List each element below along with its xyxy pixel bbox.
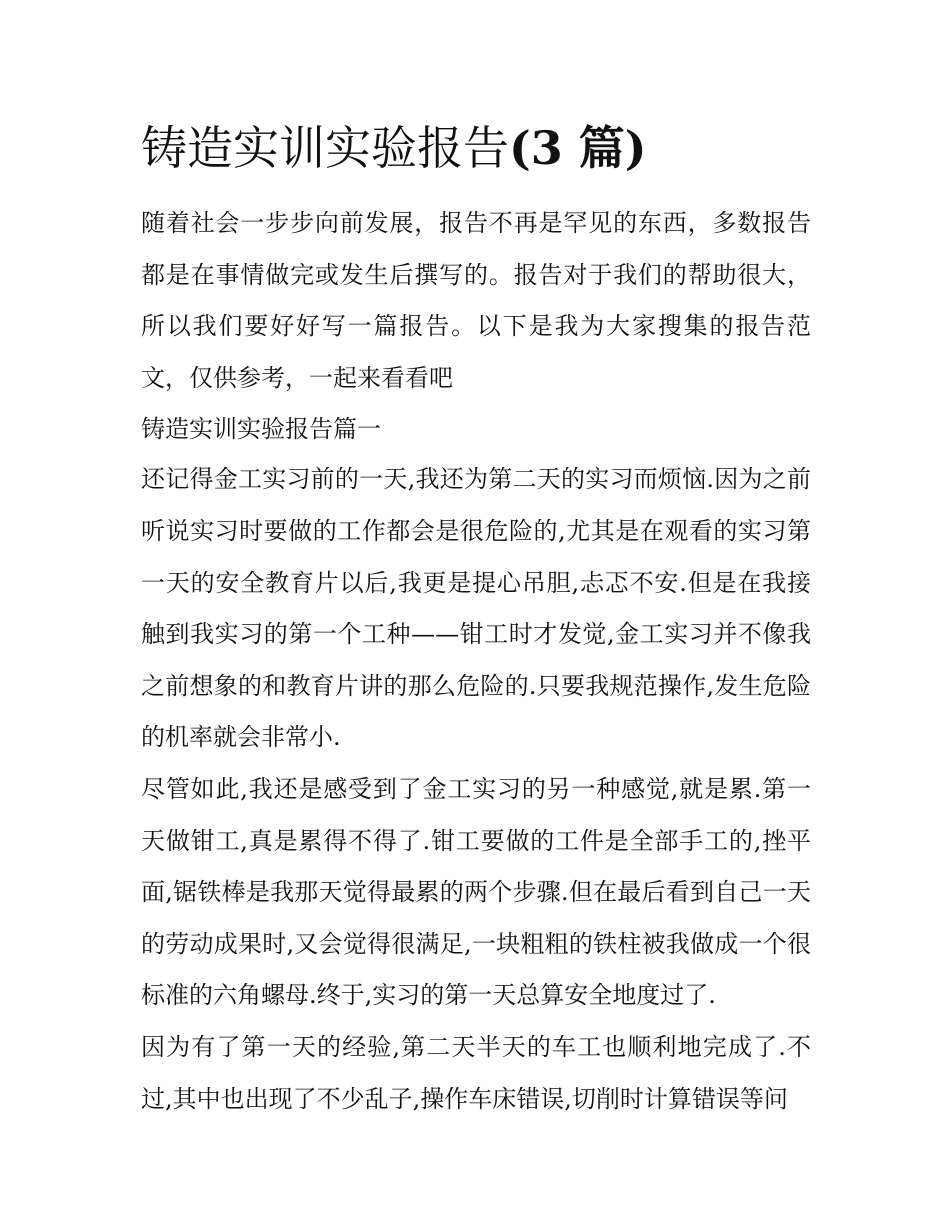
- intro-paragraph: 随着社会一步步向前发展，报告不再是罕见的东西，多数报告都是在事情做完或发生后撰写的。报告对于我们的帮助很大，所以我们要好好写一篇报告。以下是我为大家搜集的报告范文，仅供参考，一起来看看吧: [141, 209, 811, 392]
- document-page: [141, 112, 811, 1125]
- title-suffix: (3 篇): [509, 121, 647, 175]
- section-heading: 铸造实训实验报告篇一: [141, 415, 381, 444]
- title-main: 铸造实训实验报告: [141, 121, 509, 175]
- body-paragraph-1: 还记得金工实习前的一天,我还为第二天的实习而烦恼.因为之前听说实习时要做的工作都会是很危险的,尤其是在观看的实习第一天的安全教育片以后,我更是提心吊胆,忐忑不安.但是在我接触到我实习的第一个工种——钳工时才发觉,金工实习并不像我之前想象的和教育片讲的那么危险的.只要我规范操作,发生危险的机率就会非常小.: [141, 465, 811, 752]
- body-paragraph-3: 因为有了第一天的经验,第二天半天的车工也顺利地完成了.不过,其中也出现了不少乱子,操作车床错误,切削时计算错误等问: [141, 1032, 811, 1113]
- body-paragraph-2: 尽管如此,我还是感受到了金工实习的另一种感觉,就是累.第一天做钳工,真是累得不得了.钳工要做的工件是全部手工的,挫平面,锯铁棒是我那天觉得最累的两个步骤.但在最后看到自己一天的劳动成果时,又会觉得很满足,一块粗粗的铁柱被我做成一个很标准的六角螺母.终于,实习的第一天总算安全地度过了.: [141, 774, 811, 1010]
- document-title: [141, 112, 811, 184]
